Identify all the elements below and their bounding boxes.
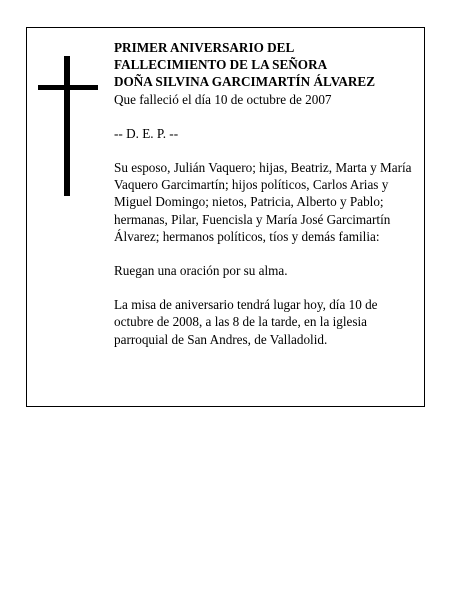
mass-paragraph: La misa de aniversario tendrá lugar hoy, día 10 de octubre de 2008, a las 8 de la tarde, en la iglesia parroquial de San Andres, de Valladolid.: [114, 297, 378, 347]
death-date-line: Que falleció el día 10 de octubre de 2007: [114, 91, 332, 107]
obituary-text: [114, 39, 416, 348]
rip-line: -- D. E. P. --: [114, 125, 179, 141]
heading-line-1: PRIMER ANIVERSARIO DEL: [114, 40, 295, 55]
heading-line-2: FALLECIMIENTO DE LA SEÑORA: [114, 57, 328, 73]
cross-vertical-bar: [64, 56, 70, 196]
notice-heading: [114, 39, 416, 91]
cross-icon: [38, 56, 98, 196]
heading-line-3: DOÑA SILVINA GARCIMARTÍN ÁLVAREZ: [114, 74, 376, 90]
prayer-line: Ruegan una oración por su alma.: [114, 263, 288, 279]
family-paragraph: Su esposo, Julián Vaquero; hijas, Beatriz, Marta y María Vaquero Garcimartín; hijos políticos, Carlos Arias y Miguel Domingo; nietos, Patricia, Alberto y Pablo; hermanas, Pilar, Fuencisla y María José Garcimartín Álvarez; hermanos políticos, tíos y demás familia:: [114, 160, 412, 244]
cross-horizontal-bar: [38, 85, 98, 90]
